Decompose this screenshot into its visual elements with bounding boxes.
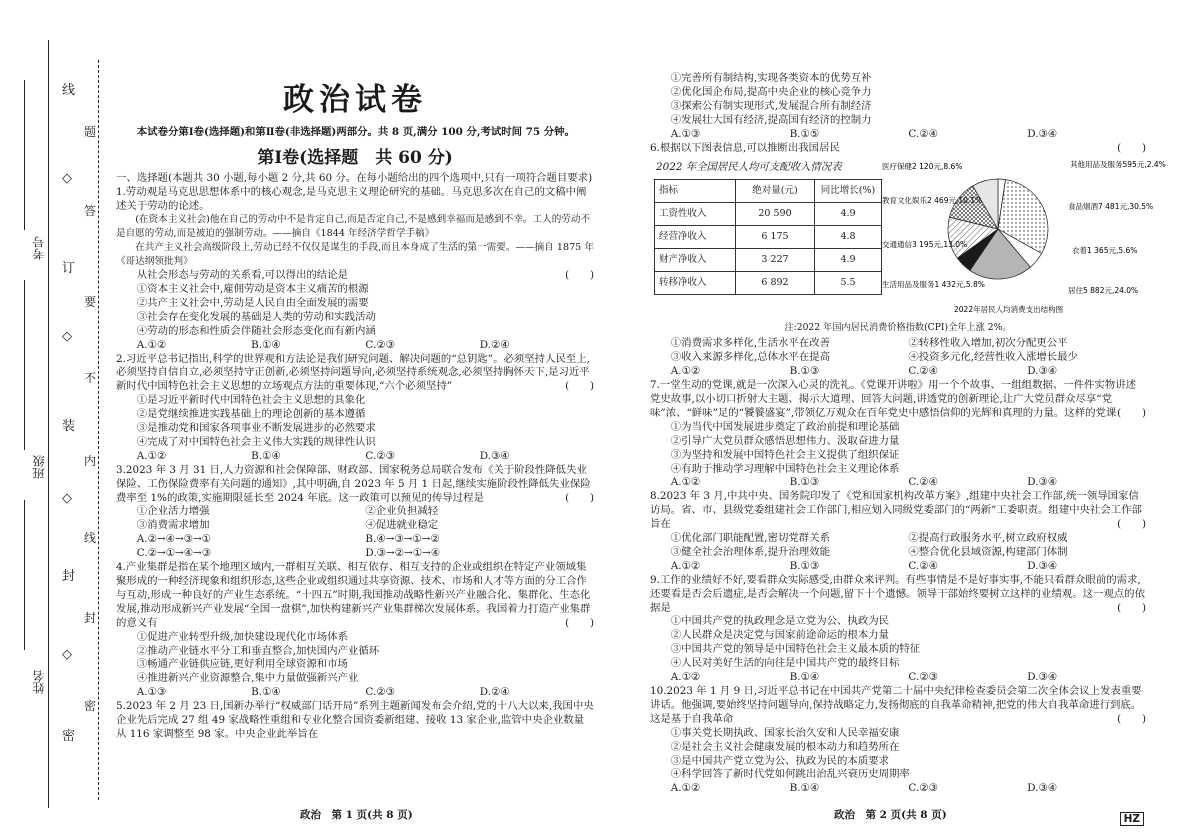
inner-word: 封	[84, 611, 97, 625]
strip-solid-line	[48, 40, 49, 808]
option-item: ④投资多元化,经营性收入涨增长最少	[908, 351, 1078, 364]
option-item: ④完成了对中国特色社会主义伟大实践的规律性认识	[136, 435, 376, 448]
table-cell: 20 590	[736, 203, 815, 226]
question-3	[116, 464, 594, 561]
answer-choices	[650, 365, 1146, 379]
choice-b[interactable]: B.①④	[251, 338, 281, 351]
answer-bracket: ( )	[565, 380, 594, 393]
choice-c[interactable]: C.②④	[908, 476, 938, 489]
choice-d[interactable]: D.②④	[479, 686, 510, 699]
fold-word: 密	[62, 729, 76, 744]
question-8	[650, 490, 1146, 573]
option-item: ④整合优化县域资源,构建部门体制	[908, 545, 1068, 558]
option-item: ④发展壮大国有经济,提高国有经济的控制力	[670, 113, 872, 126]
inner-word: 密	[84, 699, 97, 713]
table-cell: 工资性收入	[655, 203, 736, 226]
answer-choices	[116, 339, 594, 353]
table-cell: 转移净收入	[655, 272, 736, 295]
choice-b[interactable]: B.④→③→①→②	[365, 533, 440, 546]
option-item: ①是习近平新时代中国特色社会主义思想的具象化	[136, 394, 366, 407]
fold-word: 装	[62, 419, 76, 434]
option-item: ①中国共产党的执政理念是立党为公、执政为民	[670, 615, 889, 628]
choice-d[interactable]: D.③④	[1027, 476, 1058, 489]
option-item: ③消费需求增加	[136, 519, 210, 532]
choice-b[interactable]: B.①④	[251, 449, 281, 462]
table-cell: 经营净收入	[655, 226, 736, 249]
option-item: ②人民群众是决定党与国家前途命运的根本力量	[670, 629, 889, 642]
choice-d[interactable]: D.③④	[1027, 671, 1058, 684]
class-label: 班级	[32, 455, 46, 479]
question-stem: 8.2023 年 3 月,中共中央、国务院印发了《党和国家机构改革方案》,组建中央社会工作部,统一领导国家信访局。省、市、县级党委组建社会工作部门,相应划入同级党委部门的“两新”工委职责。组建中央社会工作部旨在	[650, 490, 1142, 531]
choice-c[interactable]: C.②④	[908, 559, 938, 572]
answer-choices	[116, 686, 594, 700]
intro-text: 本试卷分第Ⅰ卷(选择题)和第Ⅱ卷(非选择题)两部分。共 8 页,满分 100 分,考试时间 75 分钟。	[136, 125, 575, 138]
choice-a[interactable]: A.①②	[670, 476, 701, 489]
question-5	[116, 700, 594, 742]
exam-number-label: 考号	[32, 236, 46, 260]
page-1-footer: 政治 第 1 页(共 8 页)	[300, 809, 413, 821]
option-item: ④有助于推动学习理解中国特色社会主义理论体系	[670, 462, 900, 475]
question-stem: 9.工作的业绩好不好,要看群众实际感受,由群众来评判。有些事情是不是好事实事,不能只看群众眼前的需求,还要看是否会后遗症,是否会解决一个问题,留下十个遗憾。领导干部始终要树立这样的业绩观。这一观点的依据是	[650, 573, 1145, 614]
option-item: ④推进新兴产业资源整合,集中力量做强新兴产业	[136, 672, 359, 685]
name-label: 姓名	[32, 670, 46, 694]
question-7	[650, 379, 1146, 490]
fold-word: 订	[62, 261, 76, 276]
question-stem: 6.根据以下图表信息,可以推断出我国居民	[650, 141, 840, 154]
choice-c[interactable]: C.②③	[365, 338, 395, 351]
choice-c[interactable]: C.②③	[908, 671, 938, 684]
answer-bracket: ( )	[565, 269, 594, 282]
page-2-footer: 政治 第 2 页(共 8 页)	[834, 809, 947, 821]
answer-bracket: ( )	[1117, 141, 1146, 154]
pie-label: 生活用品及服务1 432元,5.8%	[882, 280, 985, 290]
option-item: ①企业活力增强	[136, 505, 210, 518]
choice-c[interactable]: C.②③	[908, 782, 938, 795]
option-item: ③为坚持和发展中国特色社会主义提供了组织保证	[670, 448, 900, 461]
figure-note: 注:2022 年国内居民消费价格指数(CPI)全年上涨 2%。	[784, 322, 1012, 334]
question-6	[650, 141, 1166, 380]
table-header: 绝对量(元)	[736, 180, 815, 203]
question-stem: 10.2023 年 1 月 9 日,习近平总书记在中国共产党第二十届中央纪律检查委员会第二次全体会议上发表重要讲话。他强调,要始终坚持问题导向,保持战略定力,发扬彻底的自我革命精神,把党的伟大自我革命进行到底。这是基于自我革命	[650, 685, 1142, 725]
option-item: ③收入来源多样化,总体水平在提高	[670, 351, 830, 364]
choice-d[interactable]: D.③④	[1027, 127, 1058, 140]
inner-word: 不	[84, 371, 97, 385]
inner-word: 线	[84, 531, 97, 545]
choice-b[interactable]: B.①④	[789, 782, 820, 795]
option-item: ③健全社会治理体系,提升治理效能	[670, 545, 830, 558]
fold-word: 封	[62, 569, 76, 584]
question-1	[116, 186, 594, 353]
choice-d[interactable]: D.③→②→①→④	[365, 547, 441, 560]
class-line	[24, 280, 25, 450]
answer-bracket: ( )	[1117, 712, 1146, 725]
choice-a[interactable]: A.①②	[670, 782, 701, 795]
inner-word: 答	[84, 204, 97, 218]
table-row	[655, 272, 882, 295]
table-header-row	[655, 180, 882, 203]
option-item: ④促进就业稳定	[365, 519, 439, 532]
exam-number-line	[24, 80, 25, 230]
pie-label: 居住5 882元,24.0%	[1068, 286, 1139, 296]
consumption-pie-chart	[882, 157, 1166, 317]
pie-label: 医疗保健2 120元,8.6%	[882, 162, 963, 172]
quote: (在资本主义社会)他在自己的劳动中不是肯定自己,而是否定自己,不是感到幸福而是感到不幸。工人的劳动不是自愿的劳动,而是被迫的强制劳动。——摘自《1844 年经济学哲学手稿》	[116, 214, 591, 240]
option-item: ③中国共产党的领导是中国特色社会主义最本质的特征	[670, 643, 921, 656]
option-item: ②优化国企布局,提高中央企业的核心竞争力	[670, 85, 872, 98]
pie-label: 食品烟酒7 481元,30.5%	[1068, 202, 1154, 212]
option-item: ①事关党长期执政、国家长治久安和人民幸福安康	[670, 726, 900, 739]
table-cell: 4.9	[815, 249, 882, 272]
table-cell: 财产净收入	[655, 249, 736, 272]
strip-dashed-line	[98, 60, 99, 800]
answer-choices	[650, 128, 1146, 142]
choice-a[interactable]: A.①②	[136, 338, 167, 351]
option-item: ④劳动的形态和性质会伴随社会形态变化而有新内涵	[136, 324, 376, 337]
fold-word: ◇	[62, 491, 72, 506]
option-item: ②是社会主义社会健康发展的根本动力和趋势所在	[670, 740, 900, 753]
inner-word: 题	[84, 125, 97, 139]
table-cell: 4.8	[815, 226, 882, 249]
choice-b[interactable]: B.①③	[789, 476, 820, 489]
choice-a[interactable]: A.①②	[670, 671, 701, 684]
option-item: ①促进产业转型升级,加快建设现代化市场体系	[136, 630, 348, 643]
table-cell: 6 175	[736, 226, 815, 249]
choice-a[interactable]: A.①②	[670, 559, 701, 572]
choice-c[interactable]: C.②④	[908, 365, 938, 378]
table-header: 同比增长(%)	[815, 180, 882, 203]
choice-d[interactable]: D.③④	[1027, 559, 1058, 572]
option-item: ④科学回答了新时代党如何跳出治乱兴衰历史周期率	[670, 768, 910, 781]
question-9	[650, 574, 1146, 685]
option-item: ①资本主义社会中,雇佣劳动是资本主义痛苦的根源	[136, 282, 369, 295]
option-item: ②转移性收入增加,初次分配更公平	[908, 337, 1068, 350]
choice-a[interactable]: A.①③	[670, 127, 701, 140]
pie-caption: 2022年居民人均消费支出结构图	[954, 305, 1064, 315]
page-2	[650, 72, 1166, 796]
option-item: ②提高行政服务水平,树立政府权威	[908, 532, 1068, 545]
answer-bracket: ( )	[1117, 406, 1146, 419]
page-title: 政治试卷	[283, 82, 427, 118]
table-row	[655, 226, 882, 249]
table-row	[655, 249, 882, 272]
question-stem: 4.产业集群是指在某个地理区域内,一群相互关联、相互依存、相互支持的企业或组织在特定产业领域集聚形成的一种经济现象和组织形态,这些企业或组织通过共享资源、技术、市场和人才等方面的分工合作与互动,形成一种良好的产业生态系统。“十四五”时期,我国推动战略性新兴产业融合化、集群化、生态化发展,推动形成新兴产业发展“全国一盘棋”,加快构建新兴产业集群梯次发展体系。我国着力打造产业集群的意义有	[116, 561, 591, 629]
binding-strip	[0, 0, 112, 838]
option-item: ①为当代中国发展进步奠定了政治前提和理论基础	[670, 420, 900, 433]
option-item: ③是推动党和国家各项事业不断发展进步的必然要求	[136, 422, 376, 435]
fold-word: 线	[62, 83, 76, 98]
option-item: ①完善所有制结构,实现各类资本的优势互补	[670, 72, 872, 84]
pie-label: 衣着1 365元,5.6%	[1072, 246, 1138, 256]
option-item: ①消费需求多样化,生活水平在改善	[670, 337, 830, 350]
option-item: ③社会存在变化发展的基础是人类的劳动和实践活动	[136, 310, 376, 323]
choice-c[interactable]: C.②→①→④→③	[136, 547, 212, 560]
choice-a[interactable]: A.②→④→③→①	[136, 533, 211, 546]
choice-b[interactable]: B.①③	[789, 559, 820, 572]
answer-bracket: ( )	[565, 491, 594, 504]
choice-b[interactable]: B.①④	[789, 671, 820, 684]
choice-b[interactable]: B.①④	[251, 686, 281, 699]
answer-bracket: ( )	[1117, 518, 1146, 531]
option-item: ②是党继续推进实践基础上的理论创新的基本遵循	[136, 408, 366, 421]
pie-label: 其他用品及服务595元,2.4%	[1070, 160, 1166, 170]
income-table	[654, 179, 882, 295]
section-instructions: 一、选择题(本题共 30 小题,每小题 2 分,共 60 分。在每小题给出的四个选项中,只有一项符合题目要求)	[116, 171, 593, 184]
income-table-title: 2022 年全国居民人均可支配收入情况表	[656, 161, 842, 174]
choice-d[interactable]: D.③④	[1027, 782, 1058, 795]
answer-bracket: ( )	[1117, 601, 1146, 614]
question-stem: 1.劳动观是马克思思想体系中的核心观念,是马克思主义理论研究的基础。马克思多次在自己的文稿中阐述关于劳动的论述。	[116, 185, 587, 212]
choice-c[interactable]: C.②③	[365, 686, 395, 699]
choice-c[interactable]: C.②③	[365, 449, 395, 462]
option-item: ①优化部门职能配置,密切党群关系	[670, 532, 830, 545]
name-line	[24, 500, 25, 650]
pie-label: 交通通信3 195元,13.0%	[882, 240, 968, 250]
question-stem: 5.2023 年 2 月 23 日,国新办举行“权威部门话开局”系列主题新闻发布会介绍,党的十八大以来,我国中央企业先后完成 27 组 49 家战略性重组和专业化整合国资委新组建、接收 13 家企业,监管中央企业数量从 116 家调整至 98 家。中央企业此举旨在	[116, 700, 594, 740]
inner-word: 要	[84, 295, 97, 309]
answer-choices	[116, 533, 594, 547]
table-row	[655, 203, 882, 226]
fold-word: ◇	[62, 329, 72, 344]
choice-c[interactable]: C.②④	[908, 127, 938, 140]
hz-badge: HZ	[1120, 812, 1144, 826]
choice-d[interactable]: D.③④	[1027, 365, 1058, 378]
choice-d[interactable]: D.③④	[479, 449, 510, 462]
part-1-heading: 第Ⅰ卷(选择题 共 60 分)	[257, 147, 453, 168]
question-stem: 3.2023 年 3 月 31 日,人力资源和社会保障部、财政部、国家税务总局联合发布《关于阶段性降低失业保险、工伤保险费率有关问题的通知》,其中明确,自 2023 年 5 月 1 日起,继续实施阶段性降低失业保险费率至 1%的政策,实施期限延长至 2024 年底。这一政策可以预见的传导过程是	[116, 463, 591, 504]
question-stem: 7.一堂生动的党课,就是一次深入心灵的洗礼。《党课开讲啦》用一个个故事、一组组数据、一件件实物讲述党史故事,以小切口折射大主题、揭示大道理、回答大问题,讲透党的创新理论,让广大党员群众尽享“党味”浓、“鲜味”足的“饕餮盛宴”,带领亿万观众在百年党史中感悟信仰的光辉和真理的力量。这样的党课	[650, 379, 1136, 419]
choice-a[interactable]: A.①②	[670, 365, 701, 378]
question-stem: 2.习近平总书记指出,科学的世界观和方法论是我们研究问题、解决问题的“总钥匙”。必须坚持人民至上,必须坚持自信自立,必须坚持守正创新,必须坚持问题导向,必须坚持系统观念,必须坚持胸怀天下,是习近平新时代中国特色社会主义思想的立场观点方法的重要体现,“六个必须坚持”	[116, 352, 590, 393]
inner-word: 内	[84, 454, 97, 468]
quote: 在共产主义社会高级阶段上,劳动已经不仅仅是谋生的手段,而且本身成了生活的第一需要。——摘自 1875 年《哥达纲领批判》	[116, 242, 594, 268]
answer-choices	[650, 476, 1146, 490]
choice-d[interactable]: D.②④	[479, 338, 510, 351]
table-cell: 4.9	[815, 203, 882, 226]
question-2	[116, 353, 594, 464]
answer-choices	[650, 560, 1146, 574]
option-item: ②引导广大党员群众感悟思想伟力、汲取奋进力量	[670, 434, 900, 447]
option-item: ③畅通产业链供应链,更好利用全球资源和市场	[136, 658, 348, 671]
option-item: ②共产主义社会中,劳动是人民自由全面发展的需要	[136, 296, 369, 309]
answer-bracket: ( )	[565, 616, 594, 629]
fold-word: ◇	[62, 647, 72, 662]
option-item: ③探索公有制实现形式,发展混合所有制经济	[670, 99, 872, 112]
option-item: ②推动产业链水平分工和垂直整合,加快国内产业循环	[136, 644, 380, 657]
question-4	[116, 561, 594, 700]
table-cell: 6 892	[736, 272, 815, 295]
choice-b[interactable]: B.①⑤	[789, 127, 820, 140]
table-cell: 5.5	[815, 272, 882, 295]
answer-choices	[650, 671, 1146, 685]
choice-a[interactable]: A.①②	[136, 449, 167, 462]
option-item: ④人民对美好生活的向往是中国共产党的最终目标	[670, 657, 900, 670]
table-header: 指标	[655, 180, 736, 203]
pie-label: 教育文化娱乐2 469元,10.1%	[882, 196, 983, 206]
option-item: ②企业负担减轻	[365, 505, 439, 518]
table-cell: 3 227	[736, 249, 815, 272]
question-ask: 从社会形态与劳动的关系看,可以得出的结论是	[136, 269, 348, 282]
choice-b[interactable]: B.①③	[789, 365, 820, 378]
question-10	[650, 685, 1146, 796]
option-item: ③是中国共产党立党为公、执政为民的本质要求	[670, 754, 889, 767]
q6-figure	[650, 157, 1166, 317]
fold-word: ◇	[62, 171, 72, 186]
choice-a[interactable]: A.①③	[136, 686, 167, 699]
question-5-continued	[650, 72, 1146, 142]
answer-choices	[650, 782, 1146, 796]
page-1	[116, 80, 594, 742]
answer-choices	[116, 450, 594, 464]
